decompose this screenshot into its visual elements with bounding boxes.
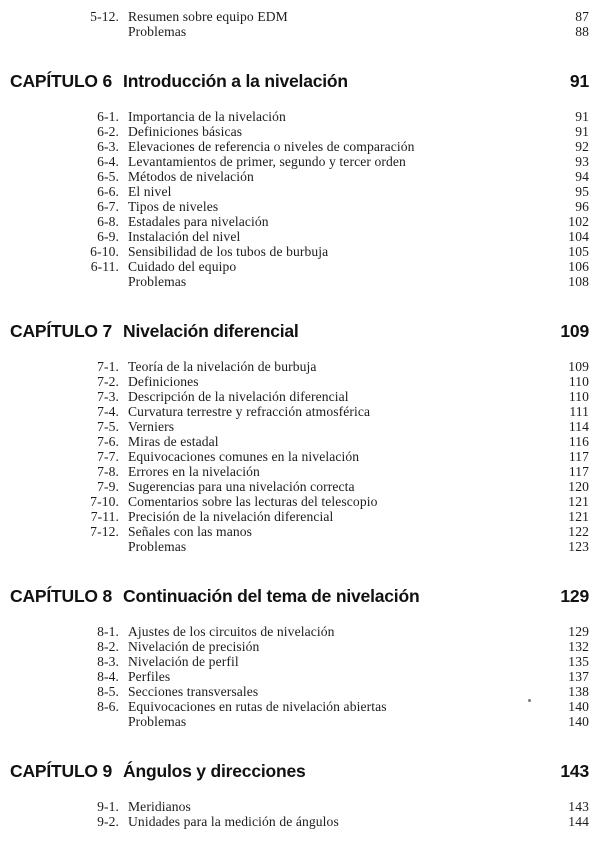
section-number: 7-3. [97, 389, 119, 404]
toc-entry-row [10, 699, 589, 714]
toc-entry-row [10, 154, 589, 169]
section-number: 7-1. [97, 359, 119, 374]
section-page-number: 117 [568, 464, 589, 479]
chapter-sections [10, 624, 589, 729]
section-title: Descripción de la nivelación diferencial [128, 389, 349, 404]
section-number: 7-2. [97, 374, 119, 389]
toc-entry-row [10, 9, 589, 24]
toc-entry-row [10, 814, 589, 829]
chapter-page-number: 129 [560, 586, 589, 606]
section-title: Verniers [128, 419, 175, 434]
chapter-block [10, 761, 589, 829]
section-number: 8-4. [97, 669, 119, 684]
section-page-number: 138 [568, 684, 589, 699]
toc-entry-row [10, 214, 589, 229]
section-number: 8-1. [97, 624, 119, 639]
chapter-heading [10, 321, 589, 342]
section-page-number: 120 [568, 479, 589, 494]
section-number: 6-8. [97, 214, 119, 229]
toc-entry-row [10, 419, 589, 434]
section-number: 7-6. [97, 434, 119, 449]
section-title: El nivel [128, 184, 172, 199]
section-number: 7-12. [90, 524, 119, 539]
section-title: Equivocaciones comunes en la nivelación [128, 449, 360, 464]
section-page-number: 108 [568, 274, 589, 289]
chapter-title: Nivelación diferencial [123, 321, 299, 341]
section-number: 6-10. [90, 244, 119, 259]
section-number: 6-3. [97, 139, 119, 154]
section-page-number: 111 [569, 404, 589, 419]
section-title: Instalación del nivel [128, 229, 241, 244]
section-number: 9-2. [97, 814, 119, 829]
section-number: 7-8. [97, 464, 119, 479]
leading-sections [10, 9, 589, 39]
section-title: Nivelación de precisión [128, 639, 260, 654]
section-title: Precisión de la nivelación diferencial [128, 509, 334, 524]
toc-entry-row [10, 389, 589, 404]
toc-entry-row [10, 524, 589, 539]
section-number: 6-2. [97, 124, 119, 139]
section-title: Curvatura terrestre y refracción atmosférica [128, 404, 371, 419]
toc-entry-row [10, 139, 589, 154]
chapter-label: CAPÍTULO 6 [10, 71, 113, 91]
section-page-number: 117 [568, 449, 589, 464]
toc-entry-row [10, 434, 589, 449]
section-page-number: 123 [568, 539, 589, 554]
toc-entry-row [10, 684, 589, 699]
section-page-number: 109 [568, 359, 589, 374]
section-page-number: 104 [568, 229, 589, 244]
section-page-number: 88 [575, 24, 589, 39]
chapter-heading [10, 586, 589, 607]
section-page-number: 140 [568, 714, 589, 729]
section-number: 7-5. [97, 419, 119, 434]
toc-entry-row [10, 624, 589, 639]
toc-entry-row [10, 669, 589, 684]
section-number: 7-11. [90, 509, 119, 524]
section-title: Elevaciones de referencia o niveles de comparación [128, 139, 415, 154]
section-page-number: 114 [568, 419, 589, 434]
section-number: 6-6. [97, 184, 119, 199]
section-title: Importancia de la nivelación [128, 109, 286, 124]
chapter-page-number: 143 [560, 761, 589, 781]
section-title: Problemas [128, 24, 187, 39]
chapter-label: CAPÍTULO 7 [10, 321, 113, 341]
toc-entry-row [10, 494, 589, 509]
section-title: Problemas [128, 539, 187, 554]
section-title: Comentarios sobre las lecturas del telescopio [128, 494, 378, 509]
toc-entry-row [10, 654, 589, 669]
section-page-number: 121 [568, 509, 589, 524]
section-title: Sensibilidad de los tubos de burbuja [128, 244, 329, 259]
toc-entry-row [10, 259, 589, 274]
section-number: 8-3. [97, 654, 119, 669]
toc-entry-row [10, 359, 589, 374]
toc-entry-row [10, 199, 589, 214]
toc-entry-row [10, 109, 589, 124]
chapter-page-number: 91 [569, 71, 589, 91]
section-title: Sugerencias para una nivelación correcta [128, 479, 355, 494]
chapter-heading [10, 71, 589, 92]
section-page-number: 132 [568, 639, 589, 654]
section-title: Tipos de niveles [128, 199, 219, 214]
chapter-label: CAPÍTULO 8 [10, 586, 113, 606]
section-title: Unidades para la medición de ángulos [128, 814, 339, 829]
section-page-number: 122 [568, 524, 589, 539]
toc-entry-row [10, 509, 589, 524]
chapter-title: Continuación del tema de nivelación [123, 586, 420, 606]
section-number: 6-1. [97, 109, 119, 124]
section-page-number: 137 [568, 669, 589, 684]
section-page-number: 95 [575, 184, 589, 199]
chapter-page-number: 109 [560, 321, 589, 341]
chapter-sections [10, 359, 589, 554]
section-page-number: 110 [568, 374, 589, 389]
section-number: 8-6. [97, 699, 119, 714]
section-page-number: 91 [575, 124, 589, 139]
toc-entry-row [10, 639, 589, 654]
section-page-number: 129 [568, 624, 589, 639]
section-number: 6-11. [90, 259, 119, 274]
section-title: Perfiles [128, 669, 171, 684]
section-title: Definiciones básicas [128, 124, 243, 139]
section-title: Secciones transversales [128, 684, 259, 699]
section-title: Levantamientos de primer, segundo y tercer orden [128, 154, 406, 169]
section-page-number: 106 [568, 259, 589, 274]
section-number: 8-5. [97, 684, 119, 699]
section-number: 7-9. [97, 479, 119, 494]
section-page-number: 92 [575, 139, 589, 154]
toc-entry-row [10, 539, 589, 554]
section-number: 7-10. [90, 494, 119, 509]
section-title: Meridianos [128, 799, 191, 814]
section-title: Miras de estadal [128, 434, 219, 449]
chapter-block [10, 321, 589, 554]
section-number: 9-1. [97, 799, 119, 814]
section-number: 8-2. [97, 639, 119, 654]
section-page-number: 110 [568, 389, 589, 404]
toc-entry-row [10, 184, 589, 199]
section-title: Estadales para nivelación [128, 214, 269, 229]
chapter-block [10, 586, 589, 729]
section-page-number: 96 [575, 199, 589, 214]
section-page-number: 91 [575, 109, 589, 124]
section-title: Nivelación de perfil [128, 654, 239, 669]
section-title: Problemas [128, 274, 187, 289]
section-page-number: 94 [575, 169, 589, 184]
section-page-number: 143 [568, 799, 589, 814]
chapter-heading [10, 761, 589, 782]
section-page-number: 102 [568, 214, 589, 229]
toc-entry-row [10, 479, 589, 494]
toc-entry-row [10, 799, 589, 814]
chapter-sections [10, 109, 589, 289]
section-title: Señales con las manos [128, 524, 253, 539]
toc-entry-row [10, 244, 589, 259]
toc-entry-row [10, 24, 589, 39]
section-number: 7-7. [97, 449, 119, 464]
section-number: 6-4. [97, 154, 119, 169]
section-number: 5-12. [90, 9, 119, 24]
section-page-number: 144 [568, 814, 589, 829]
section-number: 6-5. [97, 169, 119, 184]
section-page-number: 87 [575, 9, 589, 24]
section-title: Problemas [128, 714, 187, 729]
toc-entry-row [10, 229, 589, 244]
section-title: Métodos de nivelación [128, 169, 254, 184]
toc-entry-row [10, 374, 589, 389]
chapter-sections [10, 799, 589, 829]
section-page-number: 121 [568, 494, 589, 509]
section-title: Errores en la nivelación [128, 464, 260, 479]
section-page-number: 135 [568, 654, 589, 669]
scan-artifact-dot [528, 699, 531, 702]
section-page-number: 93 [575, 154, 589, 169]
toc-entry-row [10, 274, 589, 289]
chapter-title: Introducción a la nivelación [123, 71, 348, 91]
chapter-block [10, 71, 589, 289]
section-number: 6-7. [97, 199, 119, 214]
section-page-number: 116 [568, 434, 589, 449]
toc-entry-row [10, 169, 589, 184]
chapter-list [10, 71, 589, 829]
section-title: Resumen sobre equipo EDM [128, 9, 288, 24]
chapter-title: Ángulos y direcciones [123, 761, 306, 781]
toc-entry-row [10, 449, 589, 464]
section-title: Definiciones [128, 374, 199, 389]
section-title: Ajustes de los circuitos de nivelación [128, 624, 335, 639]
toc-entry-row [10, 714, 589, 729]
section-page-number: 105 [568, 244, 589, 259]
section-number: 6-9. [97, 229, 119, 244]
chapter-label: CAPÍTULO 9 [10, 761, 113, 781]
section-title: Teoría de la nivelación de burbuja [128, 359, 317, 374]
section-number: 7-4. [97, 404, 119, 419]
toc-entry-row [10, 404, 589, 419]
section-title: Equivocaciones en rutas de nivelación abiertas [128, 699, 387, 714]
section-page-number: 140 [568, 699, 589, 714]
toc-entry-row [10, 124, 589, 139]
section-title: Cuidado del equipo [128, 259, 237, 274]
toc-entry-row [10, 464, 589, 479]
